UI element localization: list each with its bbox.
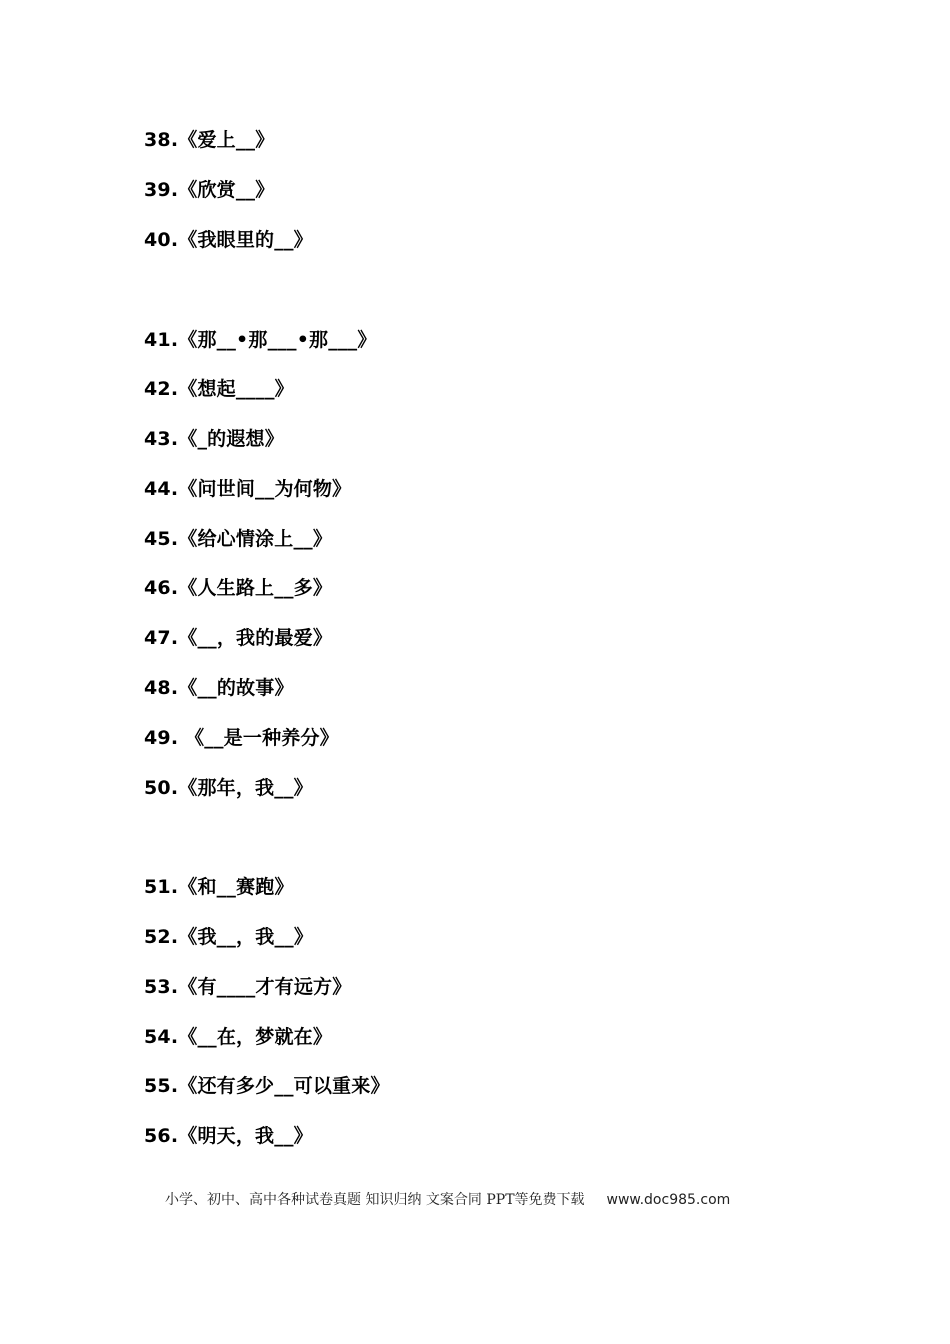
essay-title-item: 55.《还有多少__可以重来》 [144, 1075, 390, 1097]
essay-title-item: 48.《__的故事》 [144, 677, 294, 699]
essay-title-item: 53.《有____才有远方》 [144, 976, 352, 998]
essay-title-item: 52.《我__，我__》 [144, 926, 314, 948]
essay-title-item: 42.《想起____》 [144, 378, 294, 400]
essay-title-item: 47.《__，我的最爱》 [144, 627, 333, 649]
essay-title-item: 49. 《__是一种养分》 [144, 727, 339, 749]
page-footer [165, 1190, 730, 1210]
essay-title-item: 51.《和__赛跑》 [144, 876, 294, 898]
footer-site-link[interactable]: www.doc985.com [606, 1192, 731, 1208]
essay-title-item: 39.《欣赏__》 [144, 179, 275, 201]
essay-title-item: 56.《明天，我__》 [144, 1125, 313, 1147]
essay-title-item: 50.《那年，我__》 [144, 777, 313, 799]
essay-title-item: 40.《我眼里的__》 [144, 229, 313, 251]
essay-title-item: 41.《那__•那___•那___》 [144, 329, 377, 351]
essay-title-item: 44.《问世间__为何物》 [144, 478, 352, 500]
essay-title-item: 45.《给心情涂上__》 [144, 528, 333, 550]
essay-title-item: 54.《__在，梦就在》 [144, 1026, 333, 1048]
footer-text: 小学、初中、高中各种试卷真题 知识归纳 文案合同 PPT等免费下载 [165, 1192, 585, 1208]
essay-title-item: 38.《爱上__》 [144, 129, 275, 151]
essay-title-item: 43.《_的遐想》 [144, 428, 284, 450]
essay-title-item: 46.《人生路上__多》 [144, 577, 333, 599]
